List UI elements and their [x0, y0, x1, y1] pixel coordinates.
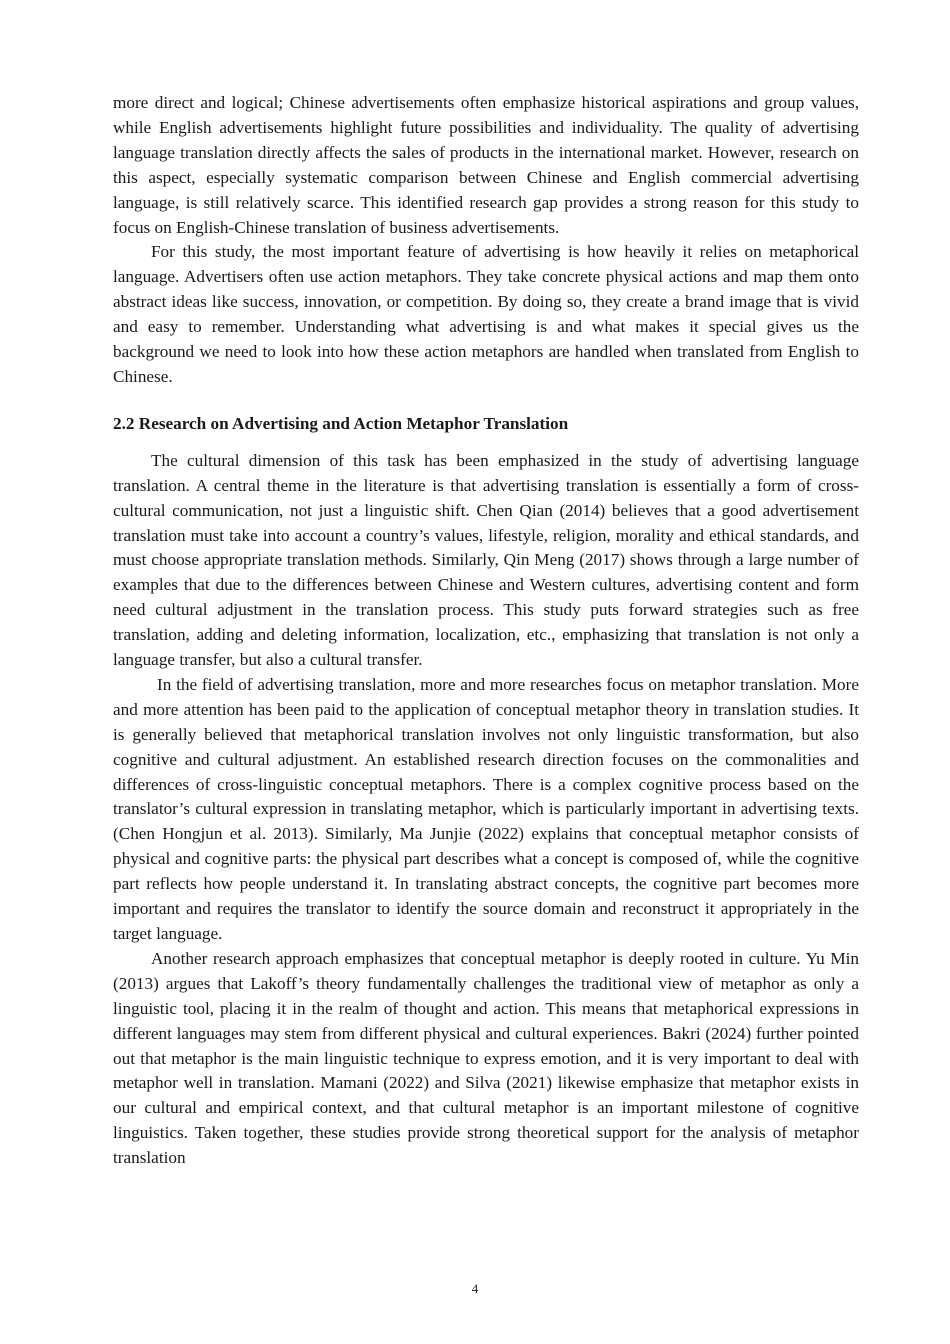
- paragraph-culture-rooted: Another research approach emphasizes that conceptual metaphor is deeply rooted in culture. Yu Min (2013) argues that Lakoff’s theory fundamentally challenges the traditional view of metaphor as only a linguistic tool, placing it in the realm of thought and action. This means that metaphorical expressions in different languages may stem from different physical and cultural experiences. Bakri (2024) further pointed out that metaphor is the main linguistic technique to express emotion, and it is very important to deal with metaphor well in translation. Mamani (2022) and Silva (2021) likewise emphasize that metaphor exists in our cultural and empirical context, and that cultural metaphor is an important milestone of cognitive linguistics. Taken together, these studies provide strong theoretical support for the analysis of metaphor translation: [113, 948, 859, 1168]
- paragraph-metaphor-translation: In the field of advertising translation, more and more researches focus on metaphor translation. More and more attention has been paid to the application of conceptual metaphor theory in translation studies. It is generally believed that metaphorical translation involves not only linguistic transformation, but also cognitive and cultural adjustment. An established research direction focuses on the commonalities and differences of cross-linguistic conceptual metaphors. There is a complex cognitive process based on the translator’s cultural expression in translating metaphor, which is particularly important in advertising texts. (Chen Hongjun et al. 2013). Similarly, Ma Junjie (2022) explains that conceptual metaphor consists of physical and cognitive parts: the physical part describes what a concept is composed of, while the cognitive part reflects how people understand it. In translating abstract concepts, the cognitive part becomes more important and requires the translator to identify the source domain and reconstruct it appropriately in the target language.: [113, 674, 859, 943]
- page-number: 4: [471, 1281, 479, 1296]
- paragraph-cultural-dimension: The cultural dimension of this task has been emphasized in the study of advertising language translation. A central theme in the literature is that advertising translation is essentially a form of cross-cultural communication, not just a linguistic shift. Chen Qian (2014) believes that a good advertisement translation must take into account a country’s values, lifestyle, religion, morality and ethical standards, and must choose appropriate translation methods. Similarly, Qin Meng (2017) shows through a large number of examples that due to the differences between Chinese and Western cultures, advertising content and form need cultural adjustment in the translation process. This study puts forward strategies such as free translation, adding and deleting information, localization, etc., emphasizing that translation is not only a language transfer, but also a cultural transfer.: [113, 450, 859, 670]
- paragraph-metaphor-feature: For this study, the most important feature of advertising is how heavily it relies on metaphorical language. Advertisers often use action metaphors. They take concrete physical actions and map them onto abstract ideas like success, innovation, or competition. By doing so, they create a brand image that is vivid and easy to remember. Understanding what advertising is and what makes it special gives us the background we need to look into how these action metaphors are handled when translated from English to Chinese.: [113, 242, 859, 386]
- section-heading: 2.2 Research on Advertising and Action Metaphor Translation: [113, 413, 569, 433]
- document-page: [113, 91, 859, 1171]
- paragraph-intro-continuation: more direct and logical; Chinese advertisements often emphasize historical aspirations and group values, while English advertisements highlight future possibilities and individuality. The quality of advertising language translation directly affects the sales of products in the international market. However, research on this aspect, especially systematic comparison between Chinese and English commercial advertising language, is still relatively scarce. This identified research gap provides a strong reason for this study to focus on English-Chinese translation of business advertisements.: [113, 93, 859, 237]
